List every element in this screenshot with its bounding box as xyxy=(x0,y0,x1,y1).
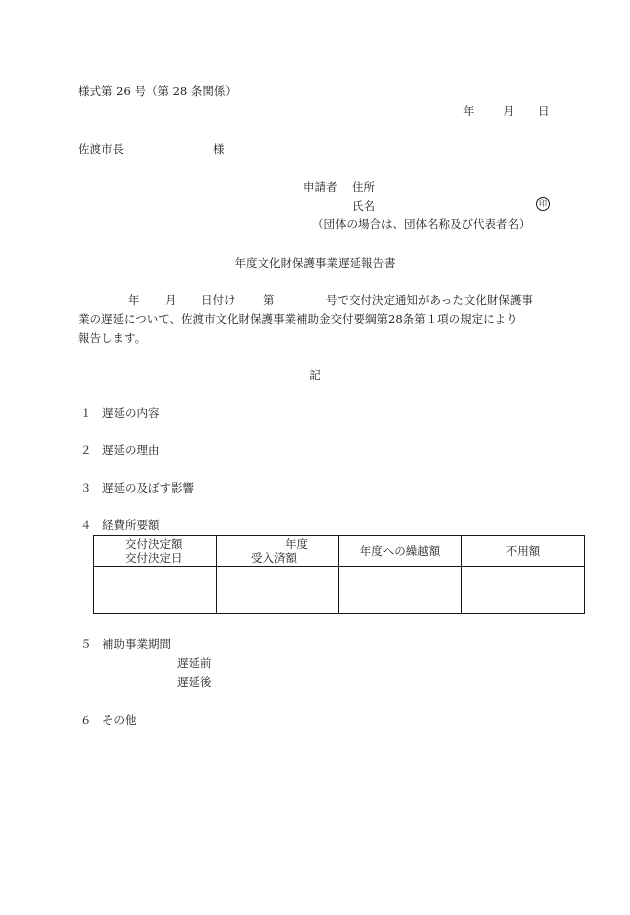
expense-header-grant-amount-label: 交付決定額 xyxy=(125,537,183,551)
form-number: 様式第 26 号（第 28 条関係） xyxy=(78,84,237,98)
period-after-label: 遅延後 xyxy=(177,675,212,689)
expense-table xyxy=(93,535,585,614)
addressee-city: 佐渡市長 xyxy=(78,142,124,156)
expense-header-unused-label: 不用額 xyxy=(505,544,541,558)
body-number-label: 第 xyxy=(263,293,275,307)
item-number: ６ xyxy=(80,713,92,727)
expense-cell-grant-amount[interactable] xyxy=(94,567,217,614)
expense-table-row xyxy=(94,567,585,614)
item-number: １ xyxy=(80,406,92,420)
item-number: ２ xyxy=(80,443,92,457)
name-label: 氏名 xyxy=(352,199,375,213)
item-label-expenses: 経費所要額 xyxy=(102,518,160,532)
date-year-label: 年 xyxy=(463,104,475,118)
body-dated-label: 日付け xyxy=(201,293,236,307)
body-line-3: 報告します。 xyxy=(78,331,147,345)
expense-cell-received-amount[interactable] xyxy=(217,567,339,614)
expense-cell-unused[interactable] xyxy=(462,567,585,614)
addressee-honorific: 様 xyxy=(213,142,225,156)
body-year-label: 年 xyxy=(128,293,140,307)
expense-header-received-amount xyxy=(217,536,339,567)
expense-header-carryover xyxy=(339,536,462,567)
body-month-label: 月 xyxy=(165,293,177,307)
date-line xyxy=(0,104,630,118)
item-number: ５ xyxy=(80,637,92,651)
expense-header-carryover-label: 年度への繰越額 xyxy=(359,544,441,558)
document-title: 年度文化財保護事業遅延報告書 xyxy=(234,256,396,270)
expense-cell-carryover[interactable] xyxy=(339,567,462,614)
item-label-other: その他 xyxy=(102,713,137,727)
item-number: ４ xyxy=(80,518,92,532)
expense-header-grant-amount xyxy=(94,536,217,567)
body-line-2: 業の遅延について、佐渡市文化財保護事業補助金交付要綱第28条第１項の規定により xyxy=(78,312,518,326)
applicant-label: 申請者 xyxy=(303,180,338,194)
item-number: ３ xyxy=(80,481,92,495)
organization-note: （団体の場合は、団体名称及び代表者名） xyxy=(312,217,531,231)
item-label-project-period: 補助事業期間 xyxy=(102,637,171,651)
date-month-label: 月 xyxy=(503,104,515,118)
item-label-delay-reason: 遅延の理由 xyxy=(102,443,160,457)
item-label-delay-impact: 遅延の及ぼす影響 xyxy=(102,481,194,495)
period-before-label: 遅延前 xyxy=(177,656,212,670)
expense-header-received-label: 受入済額 xyxy=(251,551,297,565)
ki-label: 記 xyxy=(309,368,321,382)
date-day-label: 日 xyxy=(538,104,550,118)
expense-header-grant-date-label: 交付決定日 xyxy=(125,551,183,565)
address-label: 住所 xyxy=(352,180,375,194)
item-label-delay-content: 遅延の内容 xyxy=(102,406,160,420)
expense-table-header-row xyxy=(94,536,585,567)
body-line-1-text: 号で交付決定通知があった文化財保護事 xyxy=(326,293,533,307)
seal-icon: 印 xyxy=(536,197,550,211)
expense-header-unused xyxy=(462,536,585,567)
expense-header-fiscal-year-label: 年度 xyxy=(285,537,308,551)
body-line-1 xyxy=(0,293,630,307)
